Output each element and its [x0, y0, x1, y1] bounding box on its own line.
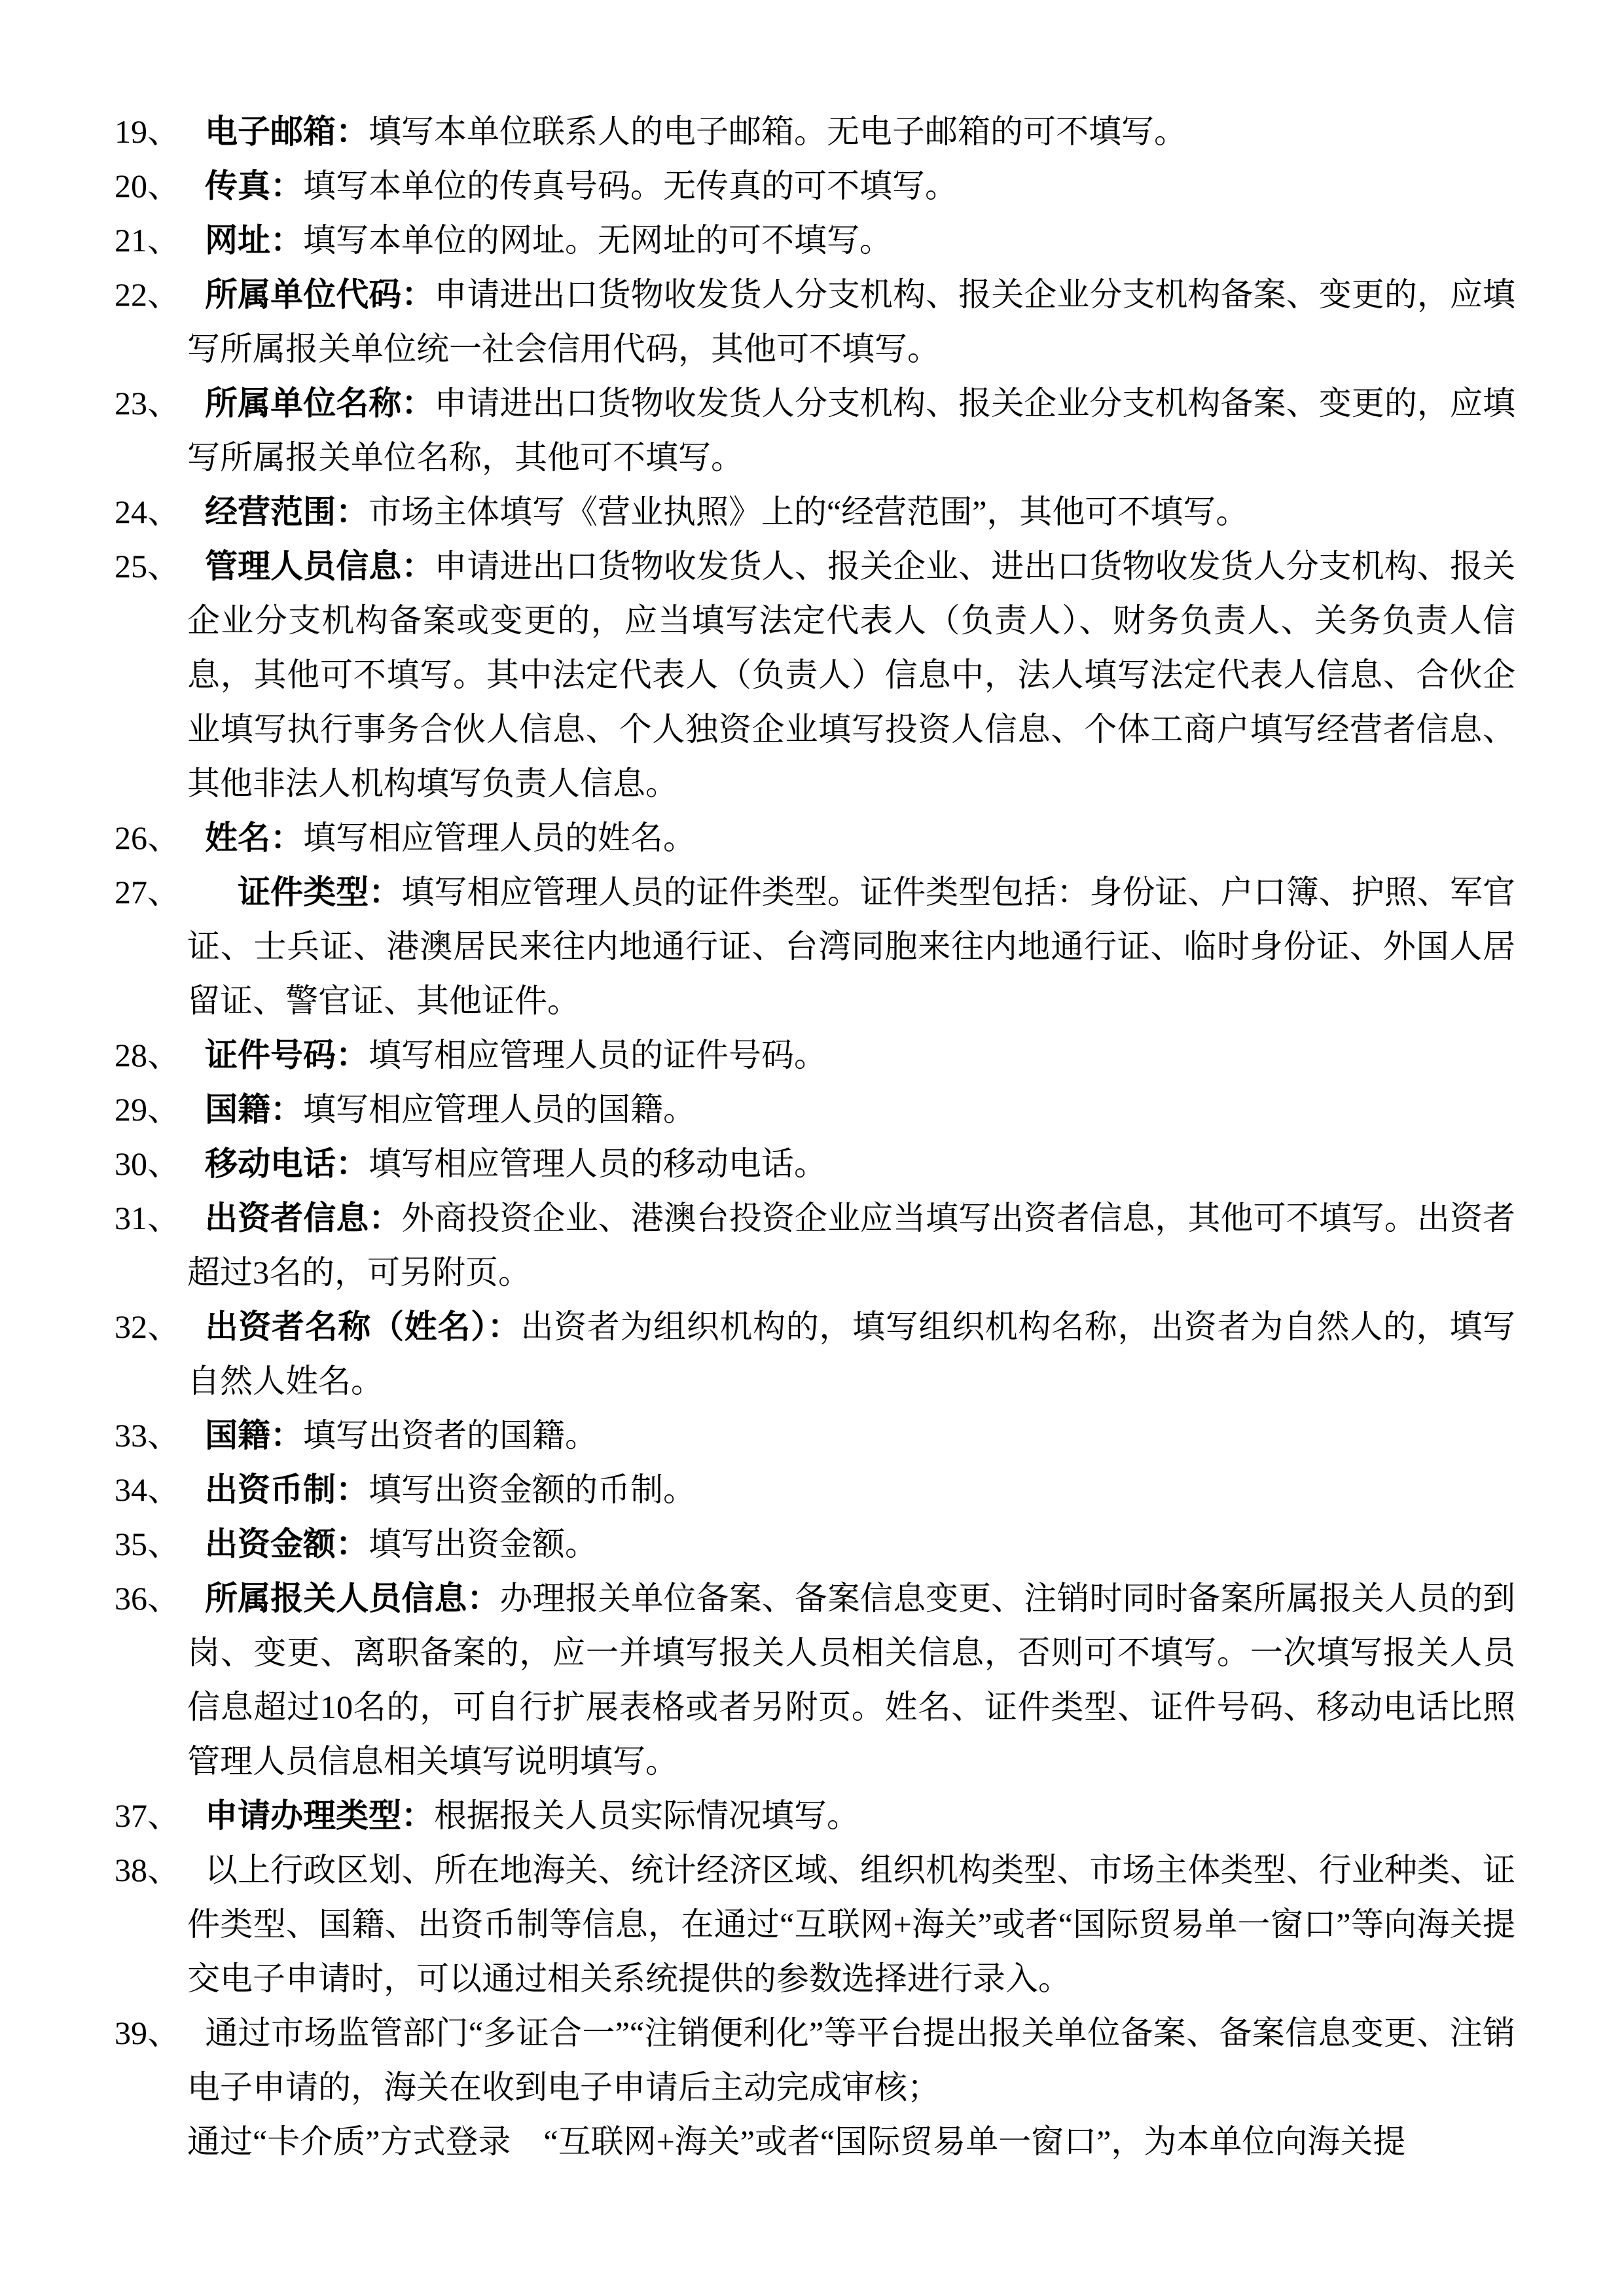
- item-number: 29、: [115, 1091, 180, 1128]
- list-item: [115, 1843, 1515, 2006]
- item-term: 电子邮箱：: [205, 113, 369, 150]
- item-description: 出资者为组织机构的，填写组织机构名称，出资者为自然人的，填写自然人姓名。: [187, 1308, 1516, 1399]
- item-description: 填写本单位的网址。无网址的可不填写。: [303, 222, 892, 259]
- item-term: 所属单位代码：: [205, 276, 435, 313]
- item-number: 30、: [115, 1145, 180, 1182]
- item-description: 填写出资金额。: [369, 1526, 598, 1562]
- item-number: 22、: [115, 276, 180, 313]
- item-term: 证件类型：: [205, 874, 402, 910]
- item-number: 35、: [115, 1526, 180, 1562]
- item-description: 办理报关单位备案、备案信息变更、注销时同时备案所属报关人员的到岗、变更、离职备案的，应一并填写报关人员相关信息，否则可不填写。一次填写报关人员信息超过10名的，可自行扩展表格或者另附页。姓名、证件类型、证件号码、移动电话比照管理人员信息相关填写说明填写。: [187, 1580, 1515, 1780]
- item-description: 填写本单位的传真号码。无传真的可不填写。: [303, 168, 958, 204]
- item-term: 国籍：: [205, 1417, 303, 1454]
- item-term: 出资金额：: [205, 1526, 369, 1562]
- list-item: [115, 1408, 1515, 1463]
- item-term: 管理人员信息：: [205, 548, 435, 584]
- item-number: 28、: [115, 1037, 180, 1073]
- item-description: 填写出资者的国籍。: [303, 1417, 598, 1454]
- list-item: [115, 2006, 1515, 2169]
- item-number: 38、: [115, 1852, 180, 1888]
- item-continuation: 通过“卡介质”方式登录 “互联网+海关”或者“国际贸易单一窗口”，为本单位向海关提: [187, 2123, 1406, 2160]
- item-term: 出资者名称（姓名）：: [205, 1308, 521, 1345]
- item-number: 34、: [115, 1471, 180, 1508]
- item-term: 网址：: [205, 222, 303, 259]
- item-description: 填写本单位联系人的电子邮箱。无电子邮箱的可不填写。: [369, 113, 1187, 150]
- item-description: 申请进出口货物收发货人分支机构、报关企业分支机构备案、变更的，应填写所属报关单位名称，其他可不填写。: [187, 385, 1516, 476]
- item-number: 36、: [115, 1580, 180, 1617]
- item-number: 25、: [115, 548, 180, 584]
- item-description: 通过市场监管部门“多证合一”“注销便利化”等平台提出报关单位备案、备案信息变更、注销电子申请的，海关在收到电子申请后主动完成审核；: [187, 2015, 1515, 2106]
- item-description: 填写相应管理人员的移动电话。: [369, 1145, 827, 1182]
- item-number: 20、: [115, 168, 180, 204]
- item-term: 经营范围：: [205, 493, 369, 530]
- item-term: 姓名：: [205, 819, 303, 856]
- list-item: [115, 213, 1515, 268]
- list-item: [115, 105, 1515, 159]
- list-item: [115, 539, 1515, 811]
- list-item: [115, 159, 1515, 213]
- item-term: 所属报关人员信息：: [205, 1580, 500, 1617]
- list-item: [115, 811, 1515, 865]
- item-description: 填写相应管理人员的姓名。: [303, 819, 696, 856]
- item-description: 以上行政区划、所在地海关、统计经济区域、组织机构类型、市场主体类型、行业种类、证件类型、国籍、出资币制等信息，在通过“互联网+海关”或者“国际贸易单一窗口”等向海关提交电子申请时，可以通过相关系统提供的参数选择进行录入。: [187, 1852, 1515, 1997]
- item-number: 33、: [115, 1417, 180, 1454]
- list-item: [115, 1789, 1515, 1843]
- item-number: 39、: [115, 2015, 180, 2051]
- item-description: 外商投资企业、港澳台投资企业应当填写出资者信息，其他可不填写。出资者超过3名的，可另附页。: [187, 1200, 1516, 1291]
- item-description: 填写相应管理人员的国籍。: [303, 1091, 696, 1128]
- item-number: 21、: [115, 222, 180, 259]
- item-number: 27、: [115, 874, 180, 910]
- item-number: 32、: [115, 1308, 180, 1345]
- list-item: [115, 1300, 1515, 1408]
- item-term: 证件号码：: [205, 1037, 369, 1073]
- list-item: [115, 1517, 1515, 1571]
- item-number: 19、: [115, 113, 180, 150]
- list-item: [115, 268, 1515, 376]
- item-term: 国籍：: [205, 1091, 303, 1128]
- item-term: 出资者信息：: [205, 1200, 402, 1236]
- list-item: [115, 1463, 1515, 1517]
- list-item: [115, 1191, 1515, 1300]
- item-number: 31、: [115, 1200, 180, 1236]
- list-item: [115, 1028, 1515, 1083]
- item-number: 26、: [115, 819, 180, 856]
- item-description: 填写相应管理人员的证件号码。: [369, 1037, 827, 1073]
- item-description: 根据报关人员实际情况填写。: [434, 1797, 859, 1834]
- item-number: 24、: [115, 493, 180, 530]
- item-description: 申请进出口货物收发货人、报关企业、进出口货物收发货人分支机构、报关企业分支机构备案或变更的，应当填写法定代表人（负责人）、财务负责人、关务负责人信息，其他可不填写。其中法定代表人（负责人）信息中，法人填写法定代表人信息、合伙企业填写执行事务合伙人信息、个人独资企业填写投资人信息、个体工商户填写经营者信息、其他非法人机构填写负责人信息。: [187, 548, 1516, 802]
- item-description: 市场主体填写《营业执照》上的“经营范围”，其他可不填写。: [369, 493, 1249, 530]
- list-item: [115, 1137, 1515, 1191]
- list-item: [115, 865, 1515, 1028]
- item-description: 申请进出口货物收发货人分支机构、报关企业分支机构备案、变更的，应填写所属报关单位统一社会信用代码，其他可不填写。: [187, 276, 1516, 367]
- list-item: [115, 376, 1515, 485]
- item-term: 所属单位名称：: [205, 385, 435, 422]
- list-item: [115, 1571, 1515, 1789]
- item-term: 传真：: [205, 168, 303, 204]
- list-item: [115, 485, 1515, 539]
- item-term: 移动电话：: [205, 1145, 369, 1182]
- item-term: 申请办理类型：: [205, 1797, 434, 1834]
- item-term: 出资币制：: [205, 1471, 369, 1508]
- item-number: 37、: [115, 1797, 180, 1834]
- item-description: 填写出资金额的币制。: [369, 1471, 696, 1508]
- item-description: 填写相应管理人员的证件类型。证件类型包括：身份证、户口簿、护照、军官证、士兵证、港澳居民来往内地通行证、台湾同胞来往内地通行证、临时身份证、外国人居留证、警官证、其他证件。: [187, 874, 1516, 1019]
- item-number: 23、: [115, 385, 180, 422]
- list-item: [115, 1083, 1515, 1137]
